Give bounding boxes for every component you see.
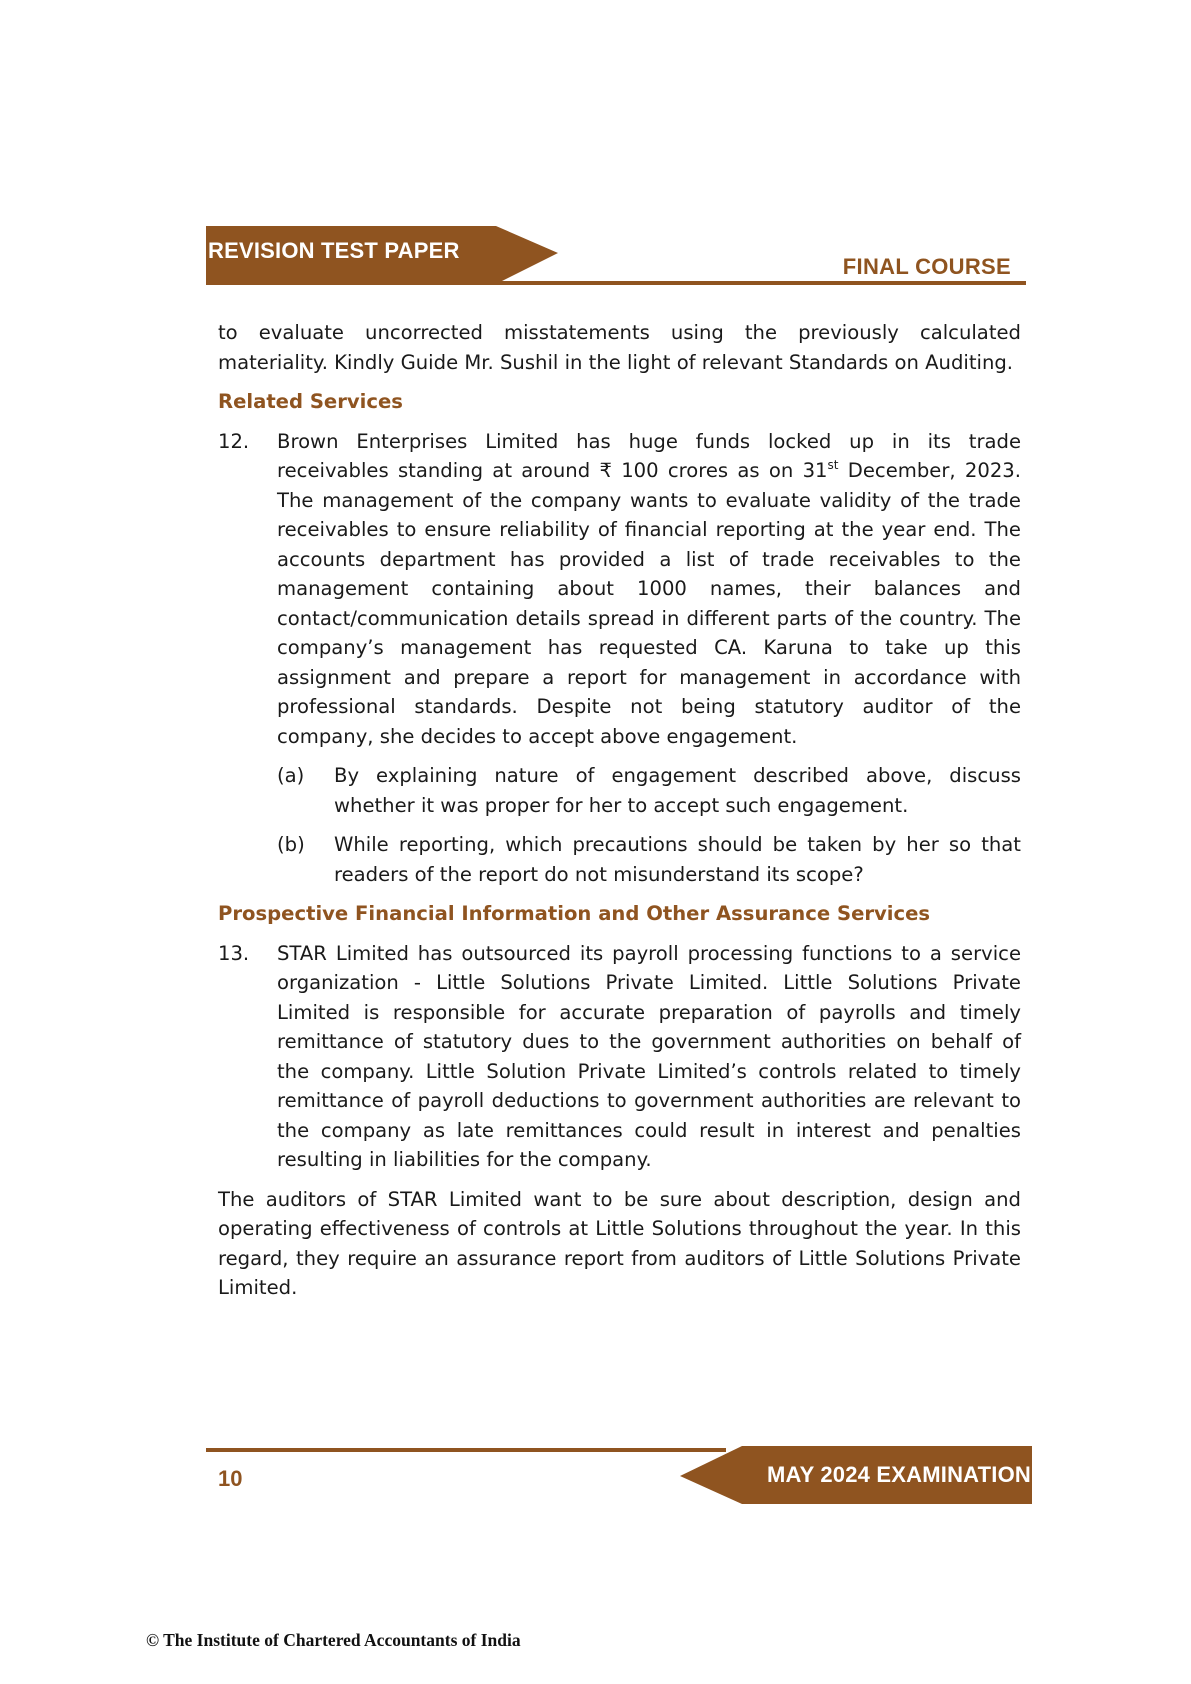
section-heading-prospective-financial: Prospective Financial Information and Other Assurance Services [218,902,931,925]
sub-question-b [277,830,1021,889]
sub-question-label: (b) [277,833,305,856]
sub-question-text: While reporting, which precautions should be taken by her so that readers of the report do not misunderstand its scope? [334,833,1021,886]
intro-paragraph: to evaluate uncorrected misstatements using the previously calculated materiality. Kindly Guide Mr. Sushil in the light of relevant Standards on Auditing. [218,321,1021,374]
footer-rule [206,1448,726,1452]
question-body: Brown Enterprises Limited has huge funds locked up in its trade receivables standing at around ₹ 100 crores as on 31st December, 2023. The management of the company wants to evaluate validity of the trade receivables to ensure reliability of financial reporting at the year end. The accounts department has provided a list of trade receivables to the management containing about 1000 names, their balances and contact/communication details spread in different parts of the country. The company’s management has requested CA. Karuna to take up this assignment and prepare a report for management in accordance with professional standards. Despite not being statutory auditor of the company, she decides to accept above engagement. [277,429,1021,748]
sub-question-text: By explaining nature of engagement described above, discuss whether it was proper for her to accept such engagement. [334,764,1021,817]
course-label: FINAL COURSE [842,254,1011,279]
question-body: STAR Limited has outsourced its payroll processing functions to a service organization - Little Solutions Private Limited. Little Solutions Private Limited is responsible for accurate preparation of payrolls and timely remittance of statutory dues to the government authorities on behalf of the company. Little Solution Private Limited’s controls related to timely remittance of payroll deductions to government authorities are relevant to the company as late remittances could result in interest and penalties resulting in liabilities for the company. [277,941,1021,1171]
question-number: 13. [218,941,250,965]
page-number: 10 [218,1466,243,1491]
copyright-notice: © The Institute of Chartered Accountants of India [146,1630,521,1650]
sub-question-a [277,761,1021,820]
header-rule [206,281,1026,285]
question-body-continued: The auditors of STAR Limited want to be sure about description, design and operating effectiveness of controls at Little Solutions throughout the year. In this regard, they require an assurance report from auditors of Little Solutions Private Limited. [218,1187,1021,1299]
question-13 [218,939,1021,1175]
question-12 [218,427,1021,752]
section-heading-related-services: Related Services [218,390,403,413]
question-number: 12. [218,429,250,453]
sub-question-label: (a) [277,764,305,787]
page-content [218,318,1021,1303]
header-title: REVISION TEST PAPER [208,238,460,263]
exam-label: MAY 2024 EXAMINATION [766,1462,1031,1487]
